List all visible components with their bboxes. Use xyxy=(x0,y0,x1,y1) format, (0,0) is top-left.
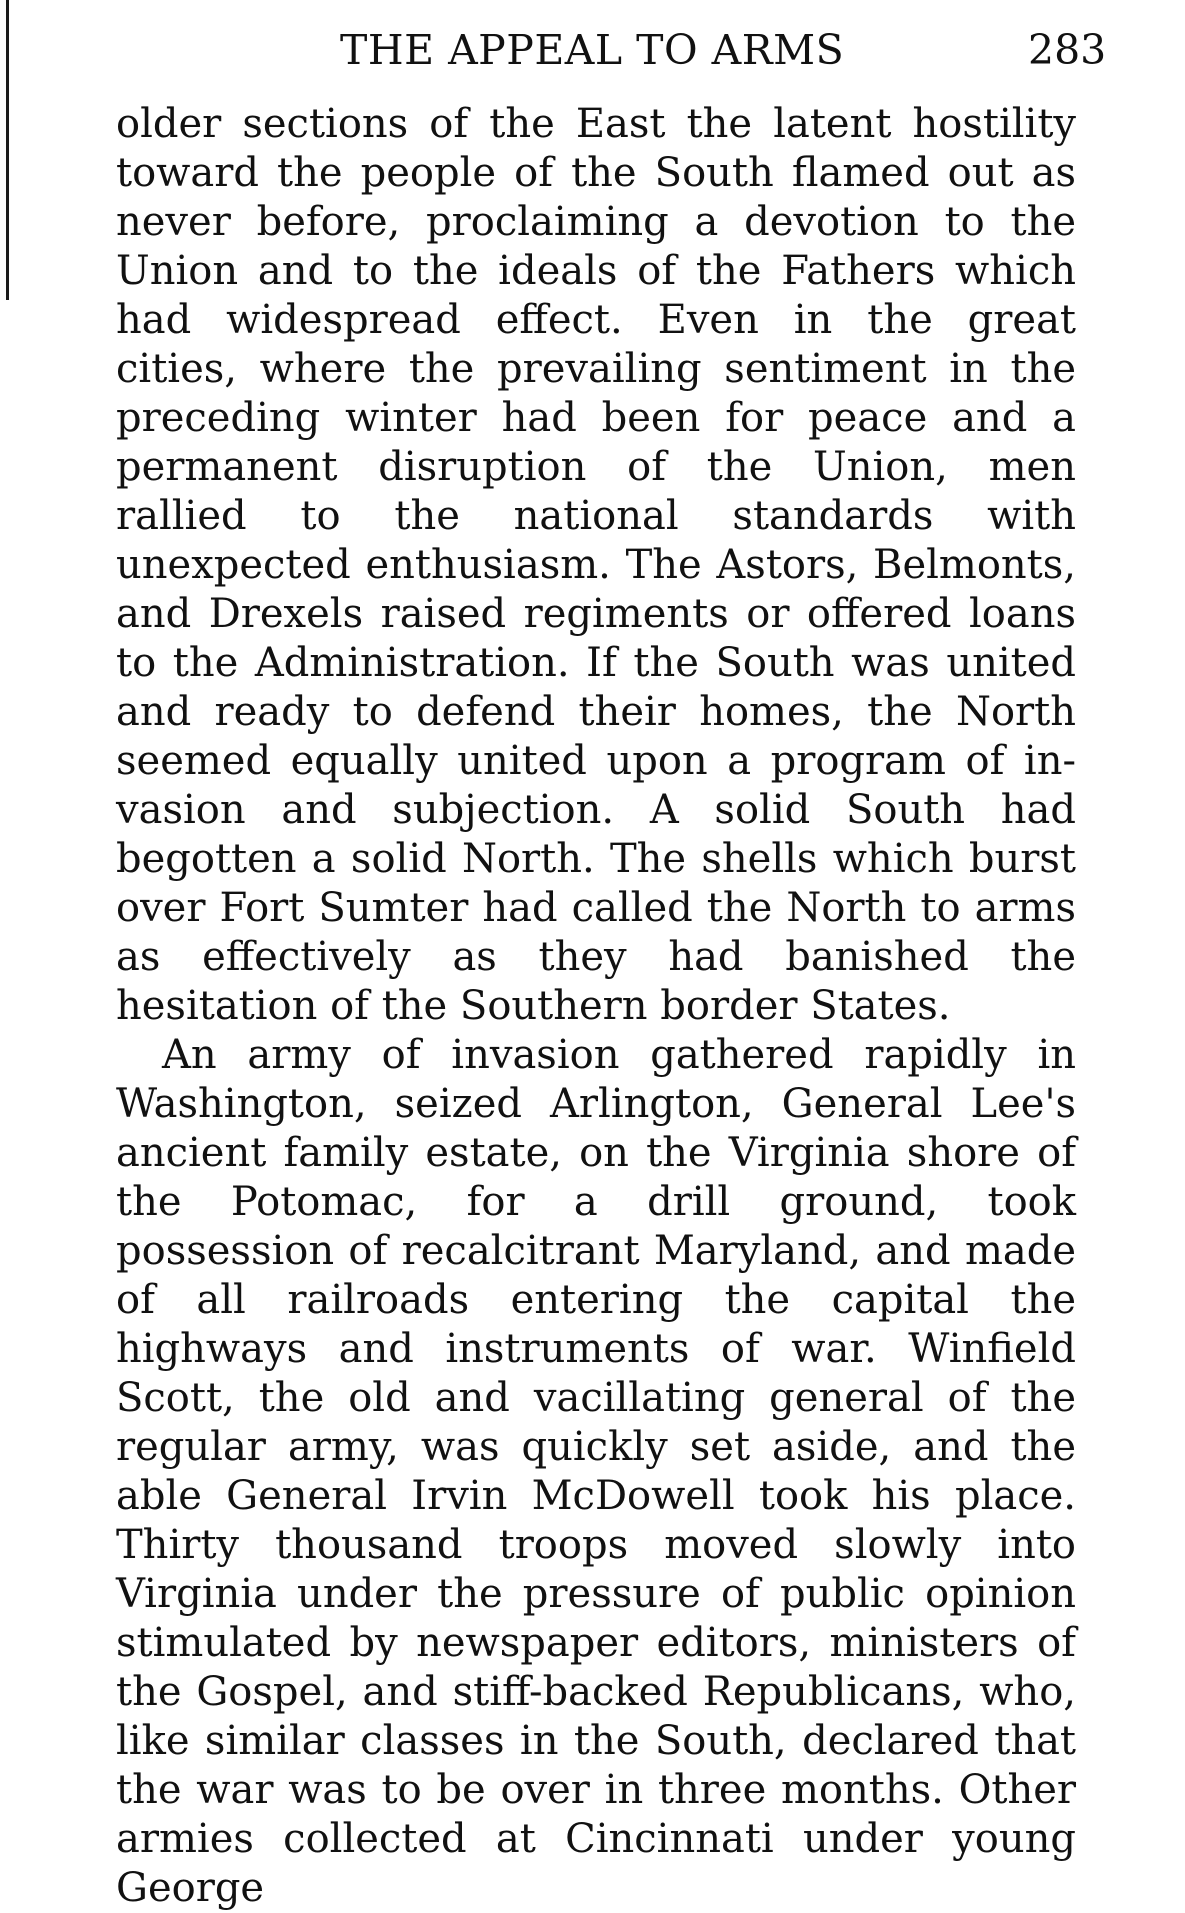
paragraph-1: older sections of the East the latent hostility toward the people of the South flamed out as never before, proclaiming a devotion to the Union and to the ideals of the Fathers which had widespread effect. Even in the great cities, where the prevailing sentiment in the preceding winter had been for peace and a permanent disruption of the Union, men rallied to the national standards with unexpected enthusiasm. The Astors, Belmonts, and Drexels raised regiments or offered loans to the Administration. If the South was united and ready to defend their homes, the North seemed equally united upon a program of invasion and subjection. A solid South had begotten a solid North. The shells which burst over Fort Sumter had called the North to arms as effectively as they had banished the hesitation of the Southern border States. xyxy=(116,101,1076,1029)
paragraph-2: An army of invasion gathered rapidly in Washington, seized Arlington, General Lee's ancient family estate, on the Virginia shore of the Potomac, for a drill ground, took possession of recalcitrant Maryland, and made of all railroads entering the capital the highways and instruments of war. Winfield Scott, the old and vacillating general of the regular army, was quickly set aside, and the able General Irvin McDowell took his place. Thirty thousand troops moved slowly into Virginia under the pressure of public opinion stimulated by newspaper editors, ministers of the Gospel, and stiff-backed Republicans, who, like similar classes in the South, declared that the war was to be over in three months. Other armies collected at Cincinnati under young George xyxy=(116,1032,1076,1911)
page-number: 283 xyxy=(1028,26,1107,74)
page-header xyxy=(0,26,1185,100)
running-head: THE APPEAL TO ARMS xyxy=(340,26,845,74)
body-text xyxy=(116,100,1076,1913)
